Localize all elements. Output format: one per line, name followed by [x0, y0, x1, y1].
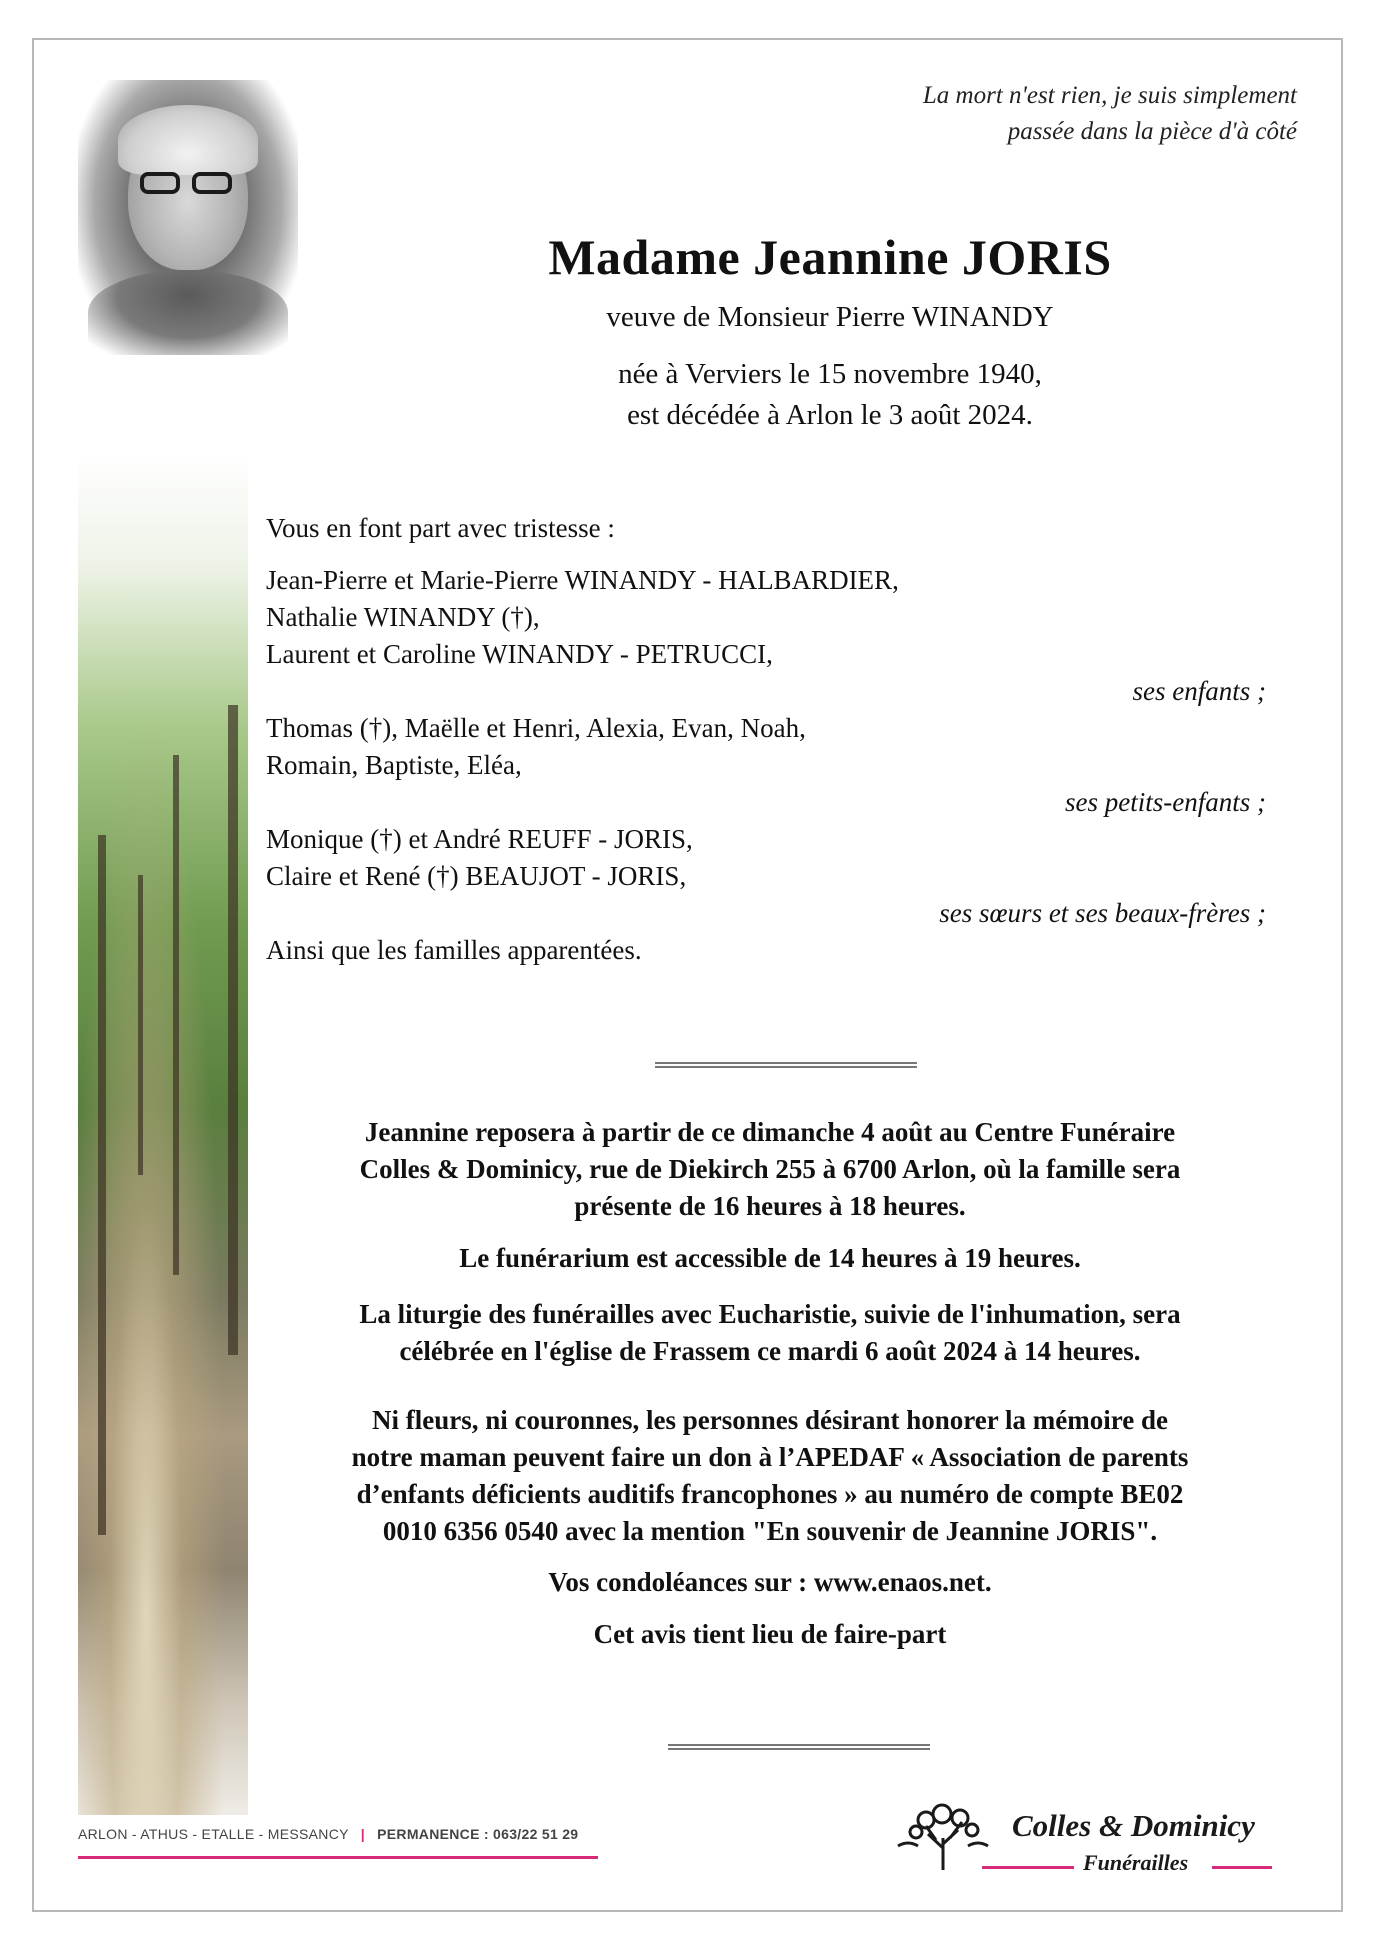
- quote-line: passée dans la pièce d'à côté: [1007, 118, 1297, 145]
- visitation-info: [270, 1114, 1270, 1225]
- portrait-hair: [118, 105, 258, 175]
- funerarium-hours: [270, 1240, 1270, 1277]
- children-role: ses enfants ;: [1132, 676, 1266, 706]
- forest-path-image: [78, 455, 248, 1815]
- portrait-shoulders: [88, 270, 288, 355]
- deceased-name: Madame Jeannine JORIS: [548, 229, 1112, 285]
- donation-info: [270, 1402, 1270, 1550]
- list-item: Thomas (†), Maëlle et Henri, Alexia, Evan, Noah,: [266, 713, 806, 743]
- logo-accent-line-right: [1212, 1866, 1272, 1869]
- info-line: Colles & Dominicy, rue de Diekirch 255 à 6700 Arlon, où la famille sera: [359, 1154, 1181, 1184]
- tree-logo-icon: [888, 1800, 998, 1872]
- info-line: célébrée en l'église de Frassem ce mardi 6 août 2024 à 14 heures.: [399, 1336, 1141, 1366]
- company-logo-subtitle: Funérailles: [1083, 1850, 1189, 1875]
- info-line: d’enfants déficients auditifs francophones » au numéro de compte BE02: [356, 1479, 1184, 1509]
- notice-statement: [270, 1616, 1270, 1653]
- liturgy-info: [270, 1296, 1270, 1370]
- portrait-photo: [78, 80, 298, 355]
- info-line: 0010 6356 0540 avec la mention "En souvenir de Jeannine JORIS".: [382, 1516, 1158, 1546]
- birth-line: née à Verviers le 15 novembre 1940,: [618, 358, 1042, 390]
- footer-separator: |: [360, 1826, 365, 1842]
- footer-locations: ARLON - ATHUS - ETALLE - MESSANCY: [78, 1826, 349, 1842]
- list-item: Jean-Pierre et Marie-Pierre WINANDY - HALBARDIER,: [266, 565, 899, 595]
- list-item: Romain, Baptiste, Eléa,: [266, 750, 522, 780]
- announce-intro: Vous en font part avec tristesse :: [266, 513, 615, 543]
- footer-accent-line: [78, 1856, 598, 1859]
- divider: [668, 1744, 930, 1750]
- info-line: La liturgie des funérailles avec Eucharistie, suivie de l'inhumation, sera: [359, 1299, 1181, 1329]
- siblings-role: ses sœurs et ses beaux-frères ;: [939, 898, 1266, 928]
- info-line: Cet avis tient lieu de faire-part: [593, 1619, 947, 1649]
- announce-closing: Ainsi que les familles apparentées.: [266, 935, 642, 965]
- quote-line: La mort n'est rien, je suis simplement: [922, 82, 1297, 109]
- family-announcement: [266, 510, 1266, 969]
- footer-permanence: PERMANENCE : 063/22 51 29: [377, 1826, 579, 1842]
- info-line: notre maman peuvent faire un don à l’APEDAF « Association de parents: [351, 1442, 1189, 1472]
- logo-accent-line-left: [982, 1866, 1074, 1869]
- list-item: Monique (†) et André REUFF - JORIS,: [266, 824, 693, 854]
- list-item: Claire et René (†) BEAUJOT - JORIS,: [266, 861, 687, 891]
- widow-of: veuve de Monsieur Pierre WINANDY: [606, 301, 1054, 333]
- info-line: Ni fleurs, ni couronnes, les personnes désirant honorer la mémoire de: [372, 1405, 1168, 1435]
- info-line: Jeannine reposera à partir de ce dimanche 4 août au Centre Funéraire: [364, 1117, 1176, 1147]
- epigraph-quote: [923, 78, 1297, 150]
- list-item: Laurent et Caroline WINANDY - PETRUCCI,: [266, 639, 773, 669]
- info-line: présente de 16 heures à 18 heures.: [574, 1191, 966, 1221]
- info-line: Le funérarium est accessible de 14 heures à 19 heures.: [459, 1243, 1081, 1273]
- company-logo-name: Colles & Dominicy: [1012, 1808, 1255, 1843]
- death-line: est décédée à Arlon le 3 août 2024.: [627, 399, 1033, 431]
- grandchildren-role: ses petits-enfants ;: [1065, 787, 1266, 817]
- info-line: Vos condoléances sur : www.enaos.net.: [548, 1567, 992, 1597]
- portrait-glasses: [140, 172, 236, 196]
- list-item: Nathalie WINANDY (†),: [266, 602, 540, 632]
- divider: [655, 1062, 917, 1068]
- footer-contact: [78, 1826, 578, 1842]
- condolences-info: [270, 1564, 1270, 1601]
